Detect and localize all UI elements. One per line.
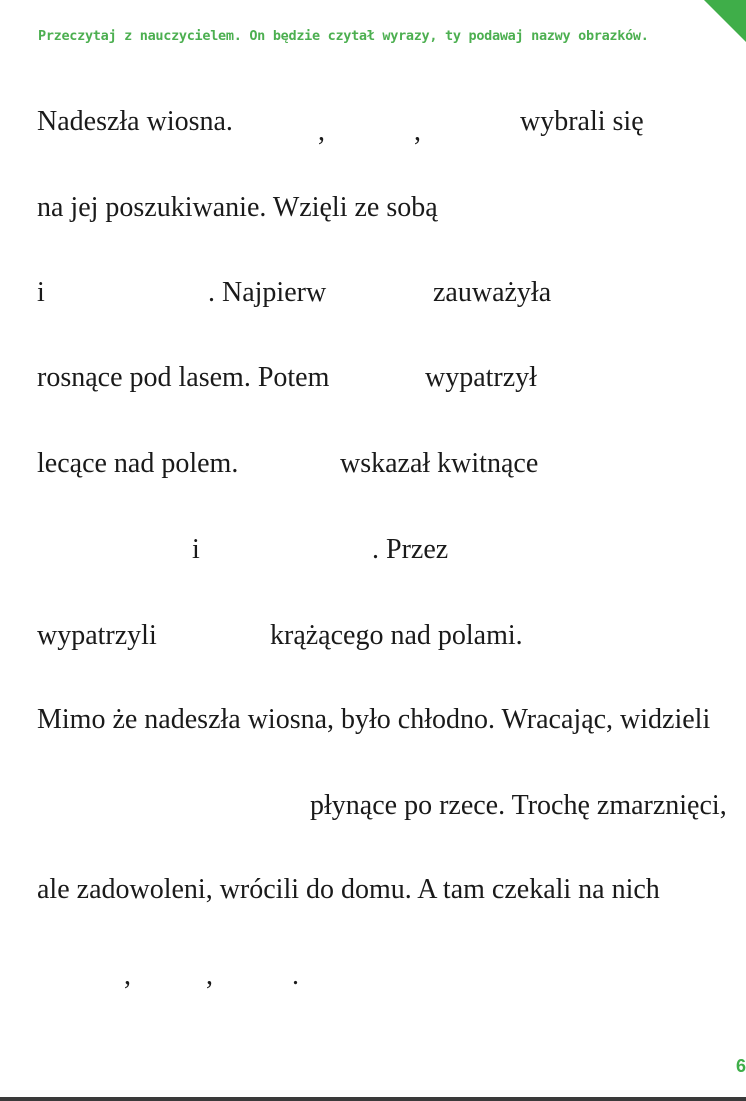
comma: , [318,116,325,147]
text-line-6-start: i [192,534,200,565]
comma: , [124,960,131,991]
text-line-4-start: rosnące pod lasem. Potem [37,362,330,393]
text-line-5-end: wskazał kwitnące [340,448,539,479]
comma: , [414,116,421,147]
text-line-1-start: Nadeszła wiosna. [37,106,233,137]
text-line-4-end: wypatrzył [425,362,537,393]
text-line-1-end: wybrali się [520,106,644,137]
instruction-text: Przeczytaj z nauczycielem. On będzie czytał wyrazy, ty podawaj nazwy obrazków. [38,28,649,44]
text-line-7-end: krążącego nad polami. [270,620,523,651]
corner-triangle [704,0,746,42]
page-number: 6 [735,1056,746,1076]
text-line-3-mid: . Najpierw [208,277,327,308]
text-line-3-start: i [37,277,45,308]
text-line-9: płynące po rzece. Trochę zmarznięci, [310,790,727,821]
text-line-3-end: zauważyła [433,277,552,308]
text-line-7-start: wypatrzyli [37,620,157,651]
text-line-5-start: lecące nad polem. [37,448,239,479]
bottom-border [0,1097,746,1101]
text-line-2: na jej poszukiwanie. Wzięli ze sobą [37,192,438,223]
text-line-10: ale zadowoleni, wrócili do domu. A tam czekali na nich [37,874,660,905]
sentence-end-period: . [292,960,299,991]
text-line-6-end: . Przez [372,534,449,565]
text-line-8: Mimo że nadeszła wiosna, było chłodno. Wracając, widzieli [37,704,711,735]
comma: , [206,960,213,991]
